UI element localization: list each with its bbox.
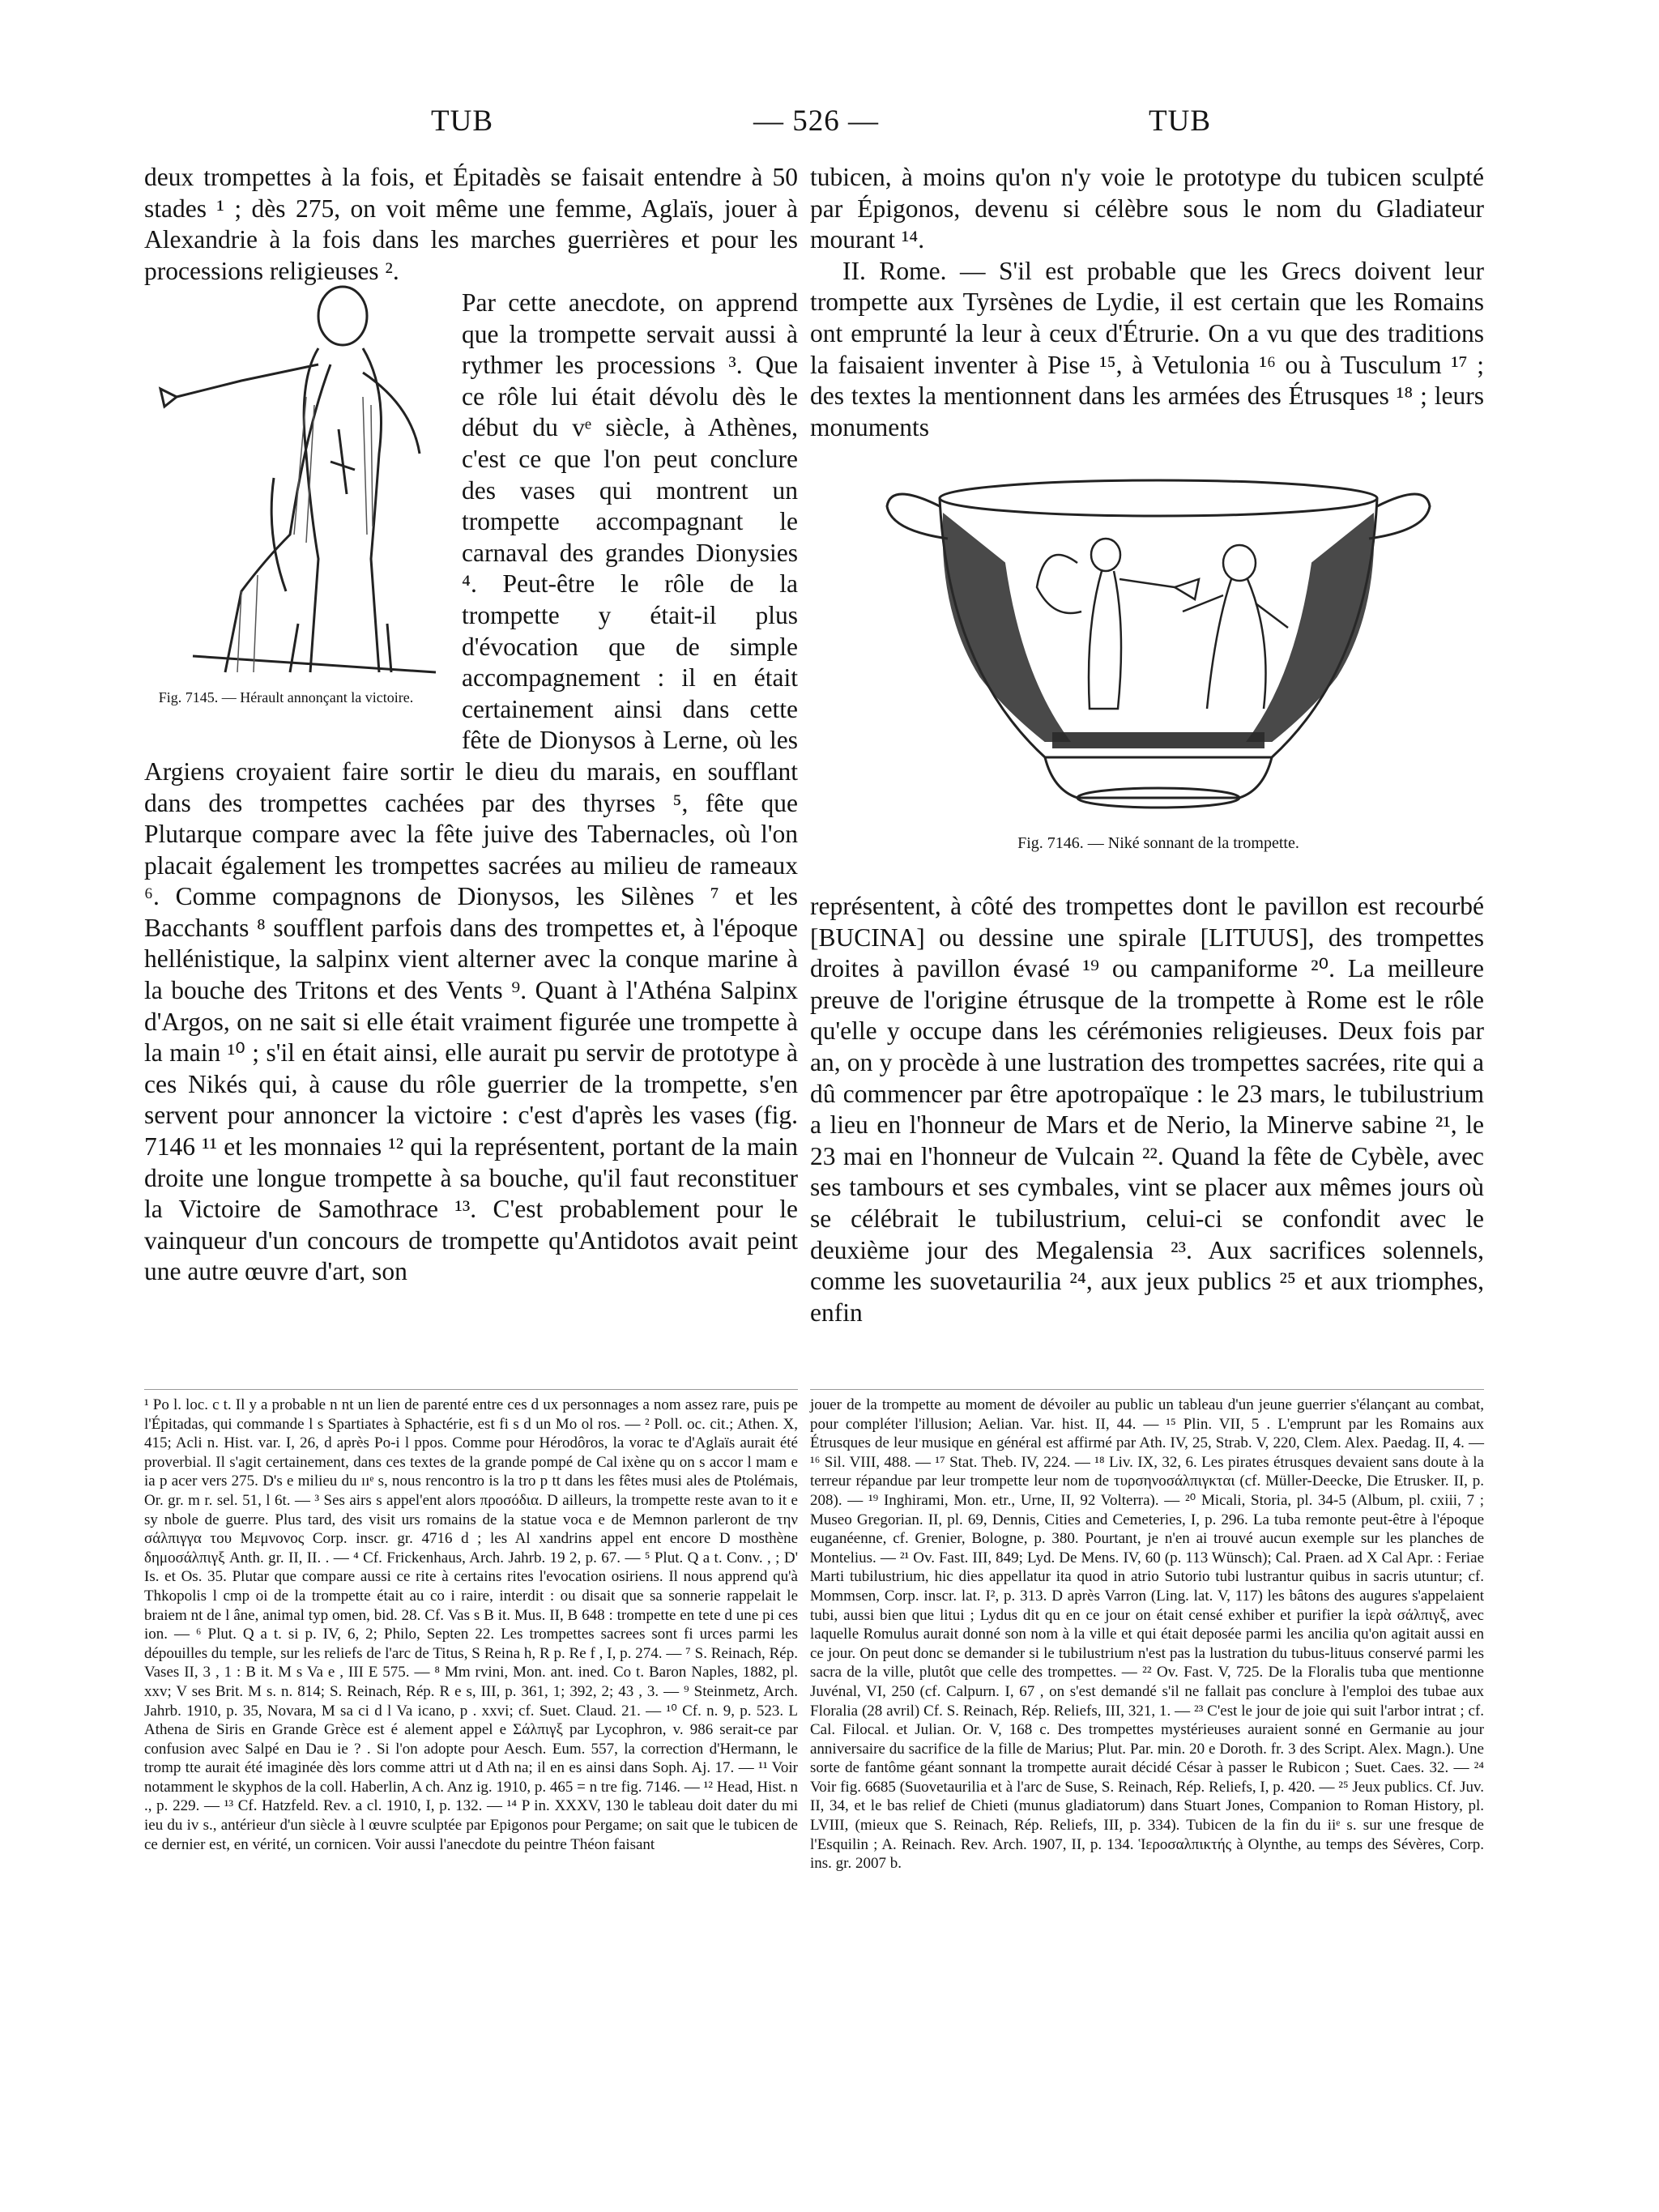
running-header-right: TUB [1149, 104, 1211, 138]
right-paragraph-3: représentent, à côté des trompettes dont le pavillon est recourbé [BUCINA] ou dessine une spirale [LITUUS], des trompettes droites à pavillon évasé ¹⁹ ou campaniforme ²⁰. La meilleure preuve de l'origine étrusque de la trompette à Rome est le rôle qu'elle y occupe dans les cérémonies religieuses. Deux fois par an, on y procède à une lustration des trompettes sacrées, rite qui a dû commencer par être apotropaïque : le 23 mars, le tubilustrium a lieu en l'honneur de Mars et de Nerio, la Minerve sabine ²¹, le 23 mai en l'honneur de Vulcain ²². Quand la fête de Cybèle, avec ses tambours et ses cymbales, vint se placer aux mêmes jours où se célébrait le tubilustrium, celui-ci se confondit avec le deuxième jour des Megalensia ²³. Aux sacrifices solennels, comme les suovetaurilia ²⁴, aux jeux publics ²⁵ et aux triomphes, enfin [810, 892, 1484, 1327]
right-paragraph-1: tubicen, à moins qu'on n'y voie le prototype du tubicen sculpté par Épigonos, devenu si célèbre sous le nom du Gladiateur mourant ¹⁴. [810, 163, 1484, 254]
running-header-left: TUB [431, 104, 493, 138]
left-footnotes-text: ¹ Po l. loc. c t. Il y a probable n nt un lien de parenté entre ces d ux personnages a nom assez rare, puis pe l'Épitadas, qui commande l s Spartiates à Sphactérie, est fi s d un Mo ol ros. — ² Poll. oc. cit.; Athen. X, 415; Acli n. Hist. var. I, 26, d après Po-i l ppos. Comme pour Hérodôros, la vorac te d'Aglaïs aurait été proverbial. Il s'agit certainement, dans ces textes de la grande pompé de Cal ixène qu on s accor l mam e ia p acer vers 275. D's e milieu du ııᵉ s, nous rencontro is la tro p tt dans les fêtes musi ales de Ptolémais, Or. gr. m r. sel. 51, l 6t. — ³ Ses airs s appel'ent alors προσόδια. D ailleurs, la trompette reste avan to it e sy nbole de guerre. Plus tard, des visit urs romains de la statue voca e de Memnon parleront de την σάλπιγγα του Μεμνονος Corp. inscr. gr. 4716 d ; les Al xandrins appel ent encore D mosthène δημοσάλπιγξ Anth. gr. II, II. . — ⁴ Cf. Frickenhaus, Arch. Jahrb. 19 2, p. 67. — ⁵ Plut. Q a t. Conv. , ; D' Is. et Os. 35. Plutar que compare aussi ce rite à certains rites l'evocation osiriens. Il nous apprend qu'à Thkopolis l cmp oi de la trompette était au co i raire, interdit : ou disait que sa sonnerie rappelait le braiem nt de l âne, animal typ omen, bid. 28. Cf. Vas s B it. Mus. II, B 648 : trompette en tete d une pi ces ion. — ⁶ Plut. Q a t. si p. IV, 6, 2; Philo, Septen 22. Les trompettes sacrees sont fi urces parmi les dépouilles du temple, sur les reliefs de l'arc de Titus, S Reina h, R p. Re f , I, p. 274. — ⁷ S. Reinach, Rép. Vases II, 3 , 1 : B it. M s Va e , III E 575. — ⁸ Mm rvini, Mon. ant. ined. Co t. Baron Naples, 1882, pl. xxv; V ses Brit. M s. n. 814; S. Reinach, Rép. R e s, III, p. 361, 1; 392, 2; 43 , 3. — ⁹ Steinmetz, Arch. Jahrb. 1910, p. 35, Novara, M sa ci d l Va icano, p . xxvi; cf. Suet. Claud. 21. — ¹⁰ Cf. n. 9, p. 523. L Athena de Siris en Grande Grèce est é alement appel e Σάλπιγξ par Lycophron, v. 986 serait-ce par confusion avec Salpé en Dau ie ? . Si l'on adopte pour Aesch. Eum. 557, la correction d'Hermann, le tromp tte aurait été imaginée dès lors comme attri ut d Ath na; il en es ainsi dans Soph. Aj. 17. — ¹¹ Voir notamment le skyphos de la coll. Haberlin, A ch. Anz ig. 1910, p. 465 = n tre fig. 7146. — ¹² Head, Hist. n ., p. 229. — ¹³ Cf. Hatzfeld. Rev. a cl. 1910, I, p. 132. — ¹⁴ P in. XXXV, 130 le tableau doit dater du mi ieu du iv s., antérieur d'un siècle à l œuvre sculptée par Epigonos pour Pergame; on sait que le tubicen de ce dernier est, en vérité, un cornicen. Voir aussi l'anecdote du peintre Théon faisant [144, 1396, 798, 1853]
page-number: — 526 — [753, 104, 879, 138]
right-footnotes-text: jouer de la trompette au moment de dévoiler au public un tableau d'un jeune guerrier s'élançant au combat, pour compléter l'illusion; Aelian. Var. hist. II, 44. — ¹⁵ Plin. VII, 5 . L'emprunt par les Romains aux Étrusques de leur musique en général est affirmé par Ath. IV, 25, Strab. V, 220, Clem. Alex. Paedag. II, 4. — ¹⁶ Sil. VIII, 488. — ¹⁷ Stat. Theb. IV, 224. — ¹⁸ Liv. IX, 32, 6. Les pirates étrusques devaient sans doute à la terreur répandue par leur trompette leur nom de τυρσηνοσάλπιγκται (cf. Müller-Deecke, Die Etrusker. II, p. 208). — ¹⁹ Inghirami, Mon. etr., Urne, II, 92 Volterra). — ²⁰ Micali, Storia, pl. 34-5 (Album, pl. cxiii, 7 ; Museo Gregorian. II, pl. 69, Dennis, Cities and Cemeteries, I, p. 296. La tuba remonte peut-être à l'époque euganéenne, cf. Grenier, Bologne, p. 380. Pourtant, je n'en ai trouvé aucun exemple sur les planches de Montelius. — ²¹ Ov. Fast. III, 849; Lyd. De Mens. IV, 60 (p. 113 Wünsch); Cal. Praen. ad X Cal Apr. : Feriae Marti tubilustrium, hic dies appellatur ita quod in atrio Sutorio tubi lustrantur quibus in sacris utuntur; cf. Mommsen, Corp. inscr. lat. I², p. 313. D après Varron (Ling. lat. V, 117) les bâtons des augures s'appelaient tubi, aussi bien que litui ; Lydus dit qu en ce jour on était censé exhiber et purifier la ἱερὰ σάλπιγξ, avec laquelle Romulus aurait donné son nom à la ville et qui était deposée parmi les ancilia qu'on agitait aussi en ce jour. On peut donc se demander si le tubilustrium n'est pas la lustration du tubus-lituus conservé parmi les sacra de la ville, plutôt que celle des trompettes. — ²² Ov. Fast. V, 725. De la Floralis tuba que mentionne Juvénal, VI, 250 (cf. Calpurn. I, 67 , on s'est demandé s'il ne fallait pas conclure à l'emploi des tubae aux Floralia (28 avril) Cf. S. Reinach, Rép. Reliefs, III, 321, 1. — ²³ C'est le jour de joie qui suit l'arbor intrat ; cf. Cal. Filocal. et Julian. Or. V, 168 c. Des trompettes mystérieuses auraient sonné en Germanie au jour anniversaire du sacrifice de la fille de Marius; Plut. Par. min. 20 e Doroth. fr. 3 des Script. Alex. Magn.). Une sorte de fantôme géant sonnant la trompette aurait décidé César à passer le Rubicon ; Suet. Caes. 32. — ²⁴ Voir fig. 6685 (Suovetaurilia et à l'arc de Suse, S. Reinach, Rép. Reliefs, I, p. 420. — ²⁵ Jeux publics. Cf. Juv. II, 34, et le bas relief de Chieti (munus gladiatorum) dans Stuart Jones, Companion to Roman History, pl. LVIII, (mieux que S. Reinach, Rép. Reliefs, III, p. 334). Tubicen de la fin du iiᵉ s. sur une fresque de l'Esquilin ; A. Reinach. Rev. Arch. 1907, II, p. 134. Ἱεροσαλπικτής à Olynthe, au temps des Sévères, Corp. ins. gr. 2007 b. [810, 1396, 1484, 1873]
left-paragraph-1: deux trompettes à la fois, et Épitadès se faisait entendre à 50 stades ¹ ; dès 275, on voit même une femme, Aglaïs, jouer à Alexandrie à la fois dans les marches guerrières et pour les processions religieuses ². [144, 163, 798, 285]
fig-7145-caption: Fig. 7145. — Hérault annonçant la victoire. [158, 689, 414, 705]
left-footnotes [144, 1396, 798, 1854]
right-footnotes [810, 1396, 1484, 1873]
left-paragraph-2: Par cette anecdote, on apprend que la trompette servait aussi à rythmer les processions ³. Que ce rôle lui était dévolu dès le début du vᵉ siècle, à Athènes, c'est ce que l'on peut conclure des vases qui montrent un trompette accompagnant le carnaval des grandes Dionysies ⁴. Peut-être le rôle de la trompette y était-il plus d'évocation que de simple accompagnement : il en était certainement ainsi dans cette fête de Dionysos à Lerne, où les Argiens croyaient faire sortir le dieu du marais, en soufflant dans des trompettes cachées par des thyrses ⁵, fête que Plutarque compare avec la fête juive des Tabernacles, où l'on placait également les trompettes sacrées au milieu de rameaux ⁶. Comme compagnons de Dionysos, les Silènes ⁷ et les Bacchants ⁸ soufflent parfois dans des trompettes et, à l'époque hellénistique, la salpinx vient alterner avec la conque marine à la bouche des Tritons et des Vents ⁹. Quant à l'Athéna Salpinx d'Argos, on ne sait si elle était vraiment figurée une trompette à la main ¹⁰ ; s'il en était ainsi, elle aurait pu servir de prototype à ces Nikés qui, à cause du rôle guerrier de la trompette, s'en servent pour annoncer la victoire : c'est d'après les vases (fig. 7146 ¹¹ et les monnaies ¹² qui la représentent, portant de la main droite une longue trompette à sa bouche, qu'il faut reconstituer la Victoire de Samothrace ¹³. C'est probablement pour le vainqueur d'un concours de trompette qu'Antidotos avait peint une autre œuvre d'art, son [144, 288, 798, 1286]
fig-7146-caption: Fig. 7146. — Niké sonnant de la trompette. [1017, 834, 1299, 852]
left-notes-rule [144, 1389, 798, 1390]
skyphos-vase-illustration-icon [883, 466, 1434, 822]
right-column-top [810, 162, 1484, 443]
left-column-wrap [144, 288, 798, 1288]
right-column-bottom [810, 891, 1484, 1328]
right-paragraph-2: II. Rome. — S'il est probable que les Grecs doivent leur trompette aux Tyrsènes de Lydie, il est certain que les Romains ont emprunté la leur à ceux d'Étrurie. On a vu que des traditions la faisaient inventer à Pise ¹⁵, à Vetulonia ¹⁶ ou à Tusculum ¹⁷ ; des textes la mentionnent dans les armées des Étrusques ¹⁸ ; leurs monuments [810, 256, 1484, 441]
figure-7146 [883, 466, 1434, 855]
right-notes-rule [810, 1389, 1484, 1390]
figure-spacer [144, 288, 462, 753]
